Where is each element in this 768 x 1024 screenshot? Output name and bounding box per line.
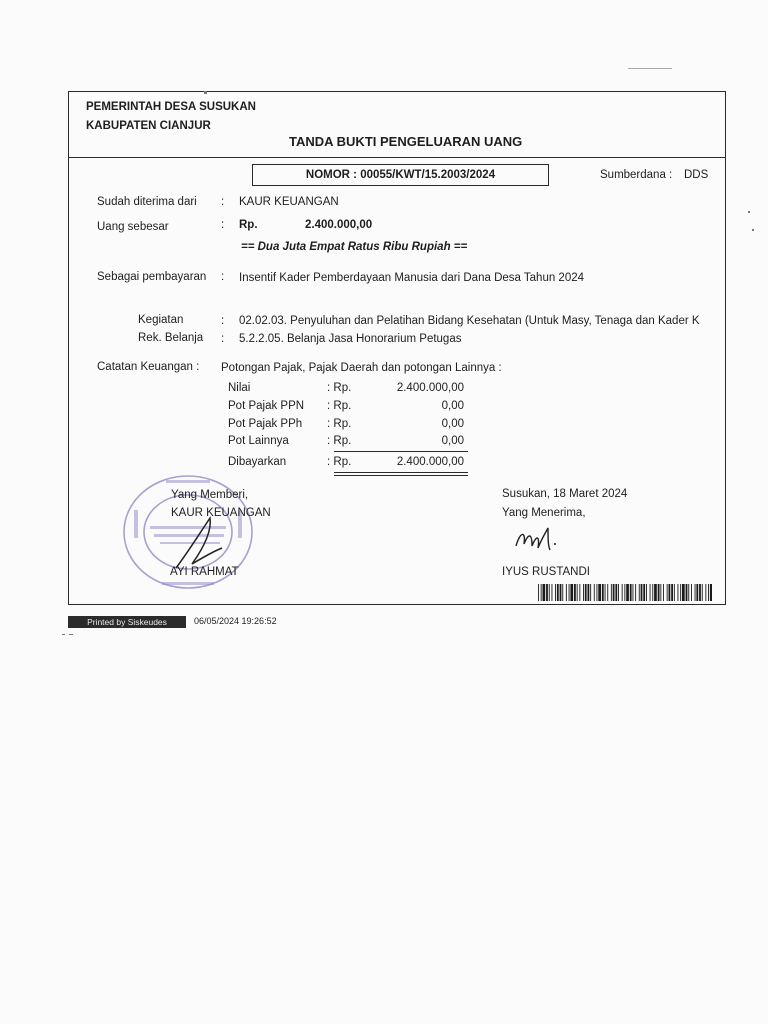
scan-speck: [628, 68, 672, 69]
colon: :: [221, 219, 225, 231]
activity-label: Kegiatan: [138, 314, 184, 326]
expense-account-label: Rek. Belanja: [138, 332, 204, 344]
giver-role: KAUR KEUANGAN: [171, 507, 271, 519]
double-rule-bottom: [334, 475, 468, 476]
giver-title: Yang Memberi,: [171, 489, 249, 501]
activity-value: 02.02.03. Penyuluhan dan Pelatihan Bidang Kesehatan (Untuk Masy, Tenaga dan Kader K: [239, 315, 700, 327]
expense-account-value: 5.2.2.05. Belanja Jasa Honorarium Petugas: [239, 333, 462, 345]
government-name: PEMERINTAH DESA SUSUKAN: [86, 101, 256, 113]
deduction-label: Nilai: [228, 382, 251, 394]
scan-speck: [204, 91, 207, 94]
scan-speck: [752, 229, 754, 231]
deductions-intro: Potongan Pajak, Pajak Daerah dan potongan Lainnya :: [221, 362, 502, 374]
deduction-label: Pot Pajak PPh: [228, 418, 303, 430]
document-number-box: [252, 164, 549, 186]
printed-timestamp: 06/05/2024 19:26:52: [194, 616, 277, 626]
scan-speck: [62, 634, 65, 635]
received-from-value: KAUR KEUANGAN: [239, 196, 339, 208]
payment-for-value: Insentif Kader Pemberdayaan Manusia dari Dana Desa Tahun 2024: [239, 272, 585, 284]
amount-in-words: == Dua Juta Empat Ratus Ribu Rupiah ==: [241, 241, 468, 253]
scan-speck: [69, 634, 73, 635]
net-paid-label: Dibayarkan: [228, 456, 287, 468]
payment-for-label: Sebagai pembayaran: [97, 271, 207, 283]
deduction-currency: : Rp.: [327, 418, 352, 430]
amount-value: 2.400.000,00: [305, 219, 373, 231]
deduction-currency: : Rp.: [327, 435, 352, 447]
receiver-name: IYUS RUSTANDI: [502, 566, 590, 578]
regency-name: KABUPATEN CIANJUR: [86, 120, 211, 132]
deduction-value: 0,00: [441, 418, 464, 430]
source-of-funds-value: DDS: [684, 169, 709, 181]
net-paid-currency: : Rp.: [327, 456, 352, 468]
deduction-value: 0,00: [441, 435, 464, 447]
colon: :: [221, 333, 225, 345]
deduction-value: 0,00: [441, 400, 464, 412]
header-divider: [68, 157, 726, 158]
amount-label: Uang sebesar: [97, 221, 169, 233]
received-from-label: Sudah diterima dari: [97, 196, 197, 208]
deduction-label: Pot Pajak PPN: [228, 400, 305, 412]
deduction-value: 2.400.000,00: [396, 382, 464, 394]
receiver-signature-icon: [512, 524, 564, 554]
colon: :: [221, 196, 225, 208]
total-rule: [334, 451, 468, 452]
giver-signature-icon: [168, 512, 228, 572]
deduction-label: Pot Lainnya: [228, 435, 289, 447]
printed-by-text: Printed by Siskeudes: [87, 617, 167, 627]
source-of-funds-label: Sumberdana :: [600, 169, 673, 181]
printed-by-label: [68, 616, 186, 628]
deduction-currency: : Rp.: [327, 400, 352, 412]
deduction-currency: : Rp.: [327, 382, 352, 394]
colon: :: [221, 271, 225, 283]
double-rule-top: [334, 472, 468, 473]
financial-notes-label: Catatan Keuangan :: [97, 361, 200, 373]
receiver-title: Yang Menerima,: [502, 507, 586, 519]
amount-currency: Rp.: [239, 219, 258, 231]
net-paid-value: 2.400.000,00: [396, 456, 464, 468]
giver-name: AYI RAHMAT: [170, 566, 239, 578]
document-title: TANDA BUKTI PENGELUARAN UANG: [289, 134, 523, 149]
document-number: NOMOR : 00055/KWT/15.2003/2024: [305, 169, 496, 181]
scan-speck: [748, 211, 750, 213]
colon: :: [221, 315, 225, 327]
place-and-date: Susukan, 18 Maret 2024: [502, 488, 628, 500]
barcode-icon: [538, 584, 712, 601]
